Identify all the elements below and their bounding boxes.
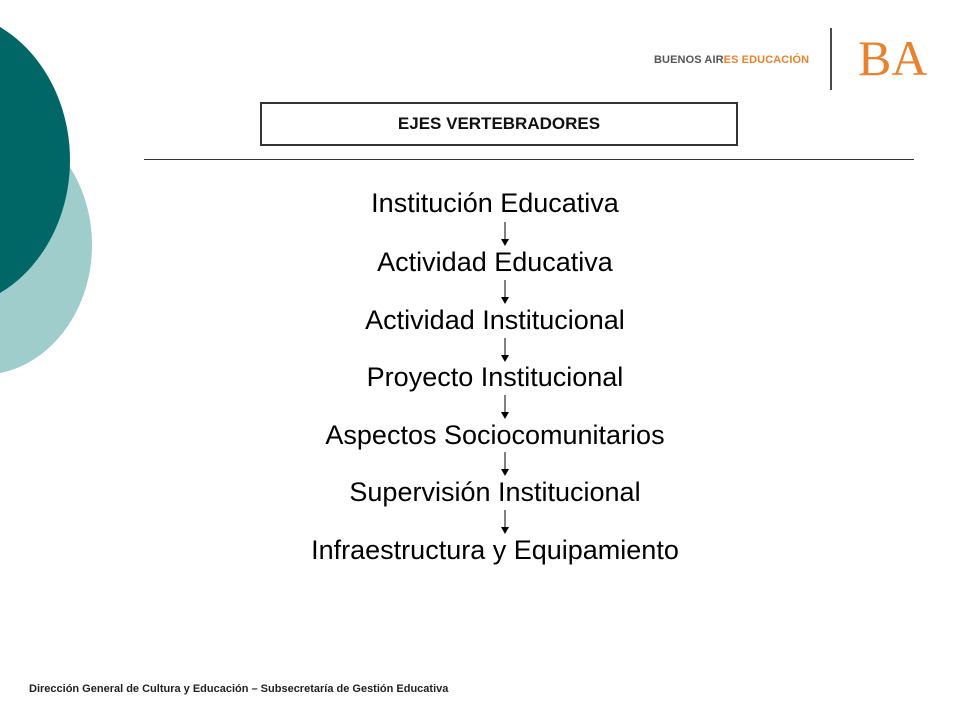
flow-item-actividad-institucional: Actividad Institucional xyxy=(365,305,625,335)
section-title-box xyxy=(260,102,738,146)
down-arrow-icon xyxy=(500,452,510,476)
down-arrow-icon xyxy=(500,280,510,304)
logo-text-main: BUENOS AIR xyxy=(654,54,724,66)
down-arrow-icon xyxy=(500,222,510,246)
down-arrow-icon xyxy=(500,338,510,362)
flow-item-aspectos: Aspectos Sociocomunitarios xyxy=(325,420,665,450)
footer-text: Dirección General de Cultura y Educación – Subsecretaría de Gestión Educativa xyxy=(29,683,449,695)
logo-wordmark xyxy=(654,54,809,66)
flow-item-institucion: Institución Educativa xyxy=(371,188,619,218)
header-rule xyxy=(144,159,914,160)
down-arrow-icon xyxy=(500,395,510,419)
down-arrow-icon xyxy=(500,510,510,534)
logo-text-accent: ES EDUCACIÓN xyxy=(723,54,810,66)
logo-mark: BA xyxy=(858,30,928,86)
flow-item-supervision: Supervisión Institucional xyxy=(349,477,641,507)
flow-item-infraestructura: Infraestructura y Equipamiento xyxy=(311,535,679,565)
section-title: EJES VERTEBRADORES xyxy=(397,114,601,133)
logo-divider xyxy=(830,28,832,90)
flow-item-proyecto: Proyecto Institucional xyxy=(366,362,624,392)
flow-item-actividad-educativa: Actividad Educativa xyxy=(377,247,613,277)
